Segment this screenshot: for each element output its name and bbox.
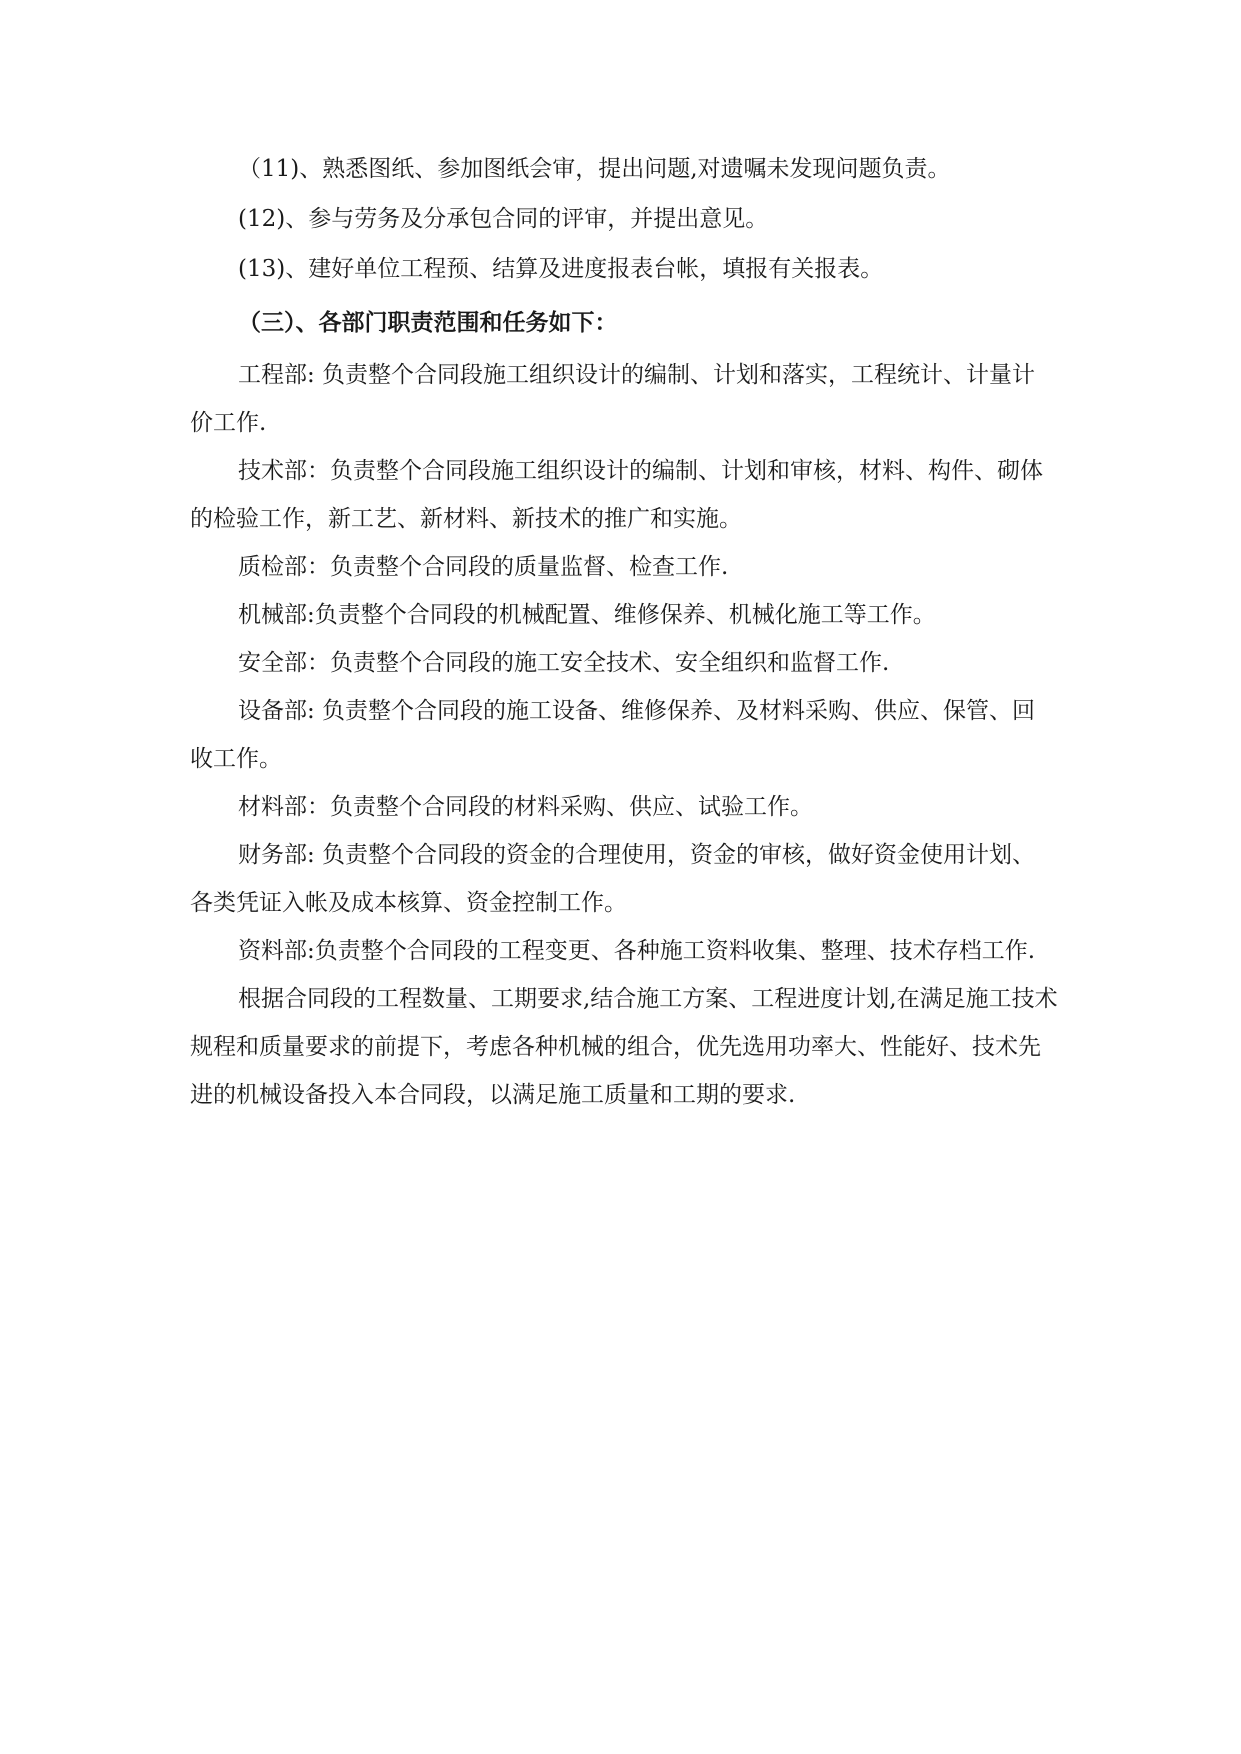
paragraph-machinery-dept: 机械部:负责整个合同段的机械配置、维修保养、机械化施工等工作。: [238, 602, 936, 628]
paragraph-finance-dept: 财务部: 负责整个合同段的资金的合理使用，资金的审核，做好资金使用计划、各类凭证入帐及成本核算、资金控制工作。: [190, 842, 1036, 916]
document-body: [190, 145, 1058, 1119]
paragraph-item-13: (13)、建好单位工程预、结算及进度报表台帐，填报有关报表。: [238, 256, 884, 282]
paragraph-records-dept: 资料部:负责整个合同段的工程变更、各种施工资料收集、整理、技术存档工作.: [238, 938, 1036, 964]
paragraph-equipment-dept: 设备部: 负责整个合同段的施工设备、维修保养、及材料采购、供应、保管、回收工作。: [190, 698, 1036, 772]
paragraph-engineering-dept: 工程部: 负责整个合同段施工组织设计的编制、计划和落实，工程统计、计量计价工作.: [190, 362, 1036, 436]
paragraph-safety-dept: 安全部：负责整个合同段的施工安全技术、安全组织和监督工作.: [238, 650, 890, 676]
paragraph-closing: 根据合同段的工程数量、工期要求,结合施工方案、工程进度计划,在满足施工技术规程和质量要求的前提下，考虑各种机械的组合，优先选用功率大、性能好、技术先进的机械设备投入本合同段，以满足施工质量和工期的要求.: [190, 986, 1058, 1108]
paragraph-item-12: (12)、参与劳务及分承包合同的评审，并提出意见。: [238, 206, 769, 232]
paragraph-technical-dept: 技术部：负责整个合同段施工组织设计的编制、计划和审核，材料、构件、砌体的检验工作，新工艺、新材料、新技术的推广和实施。: [190, 458, 1043, 532]
section-heading-departments: （三）、各部门职责范围和任务如下：: [238, 309, 618, 336]
paragraph-item-11: （11)、熟悉图纸、参加图纸会审，提出问题,对遗嘱未发现问题负责。: [238, 156, 951, 182]
paragraph-quality-dept: 质检部：负责整个合同段的质量监督、检查工作.: [238, 554, 729, 580]
paragraph-materials-dept: 材料部：负责整个合同段的材料采购、供应、试验工作。: [238, 794, 813, 820]
